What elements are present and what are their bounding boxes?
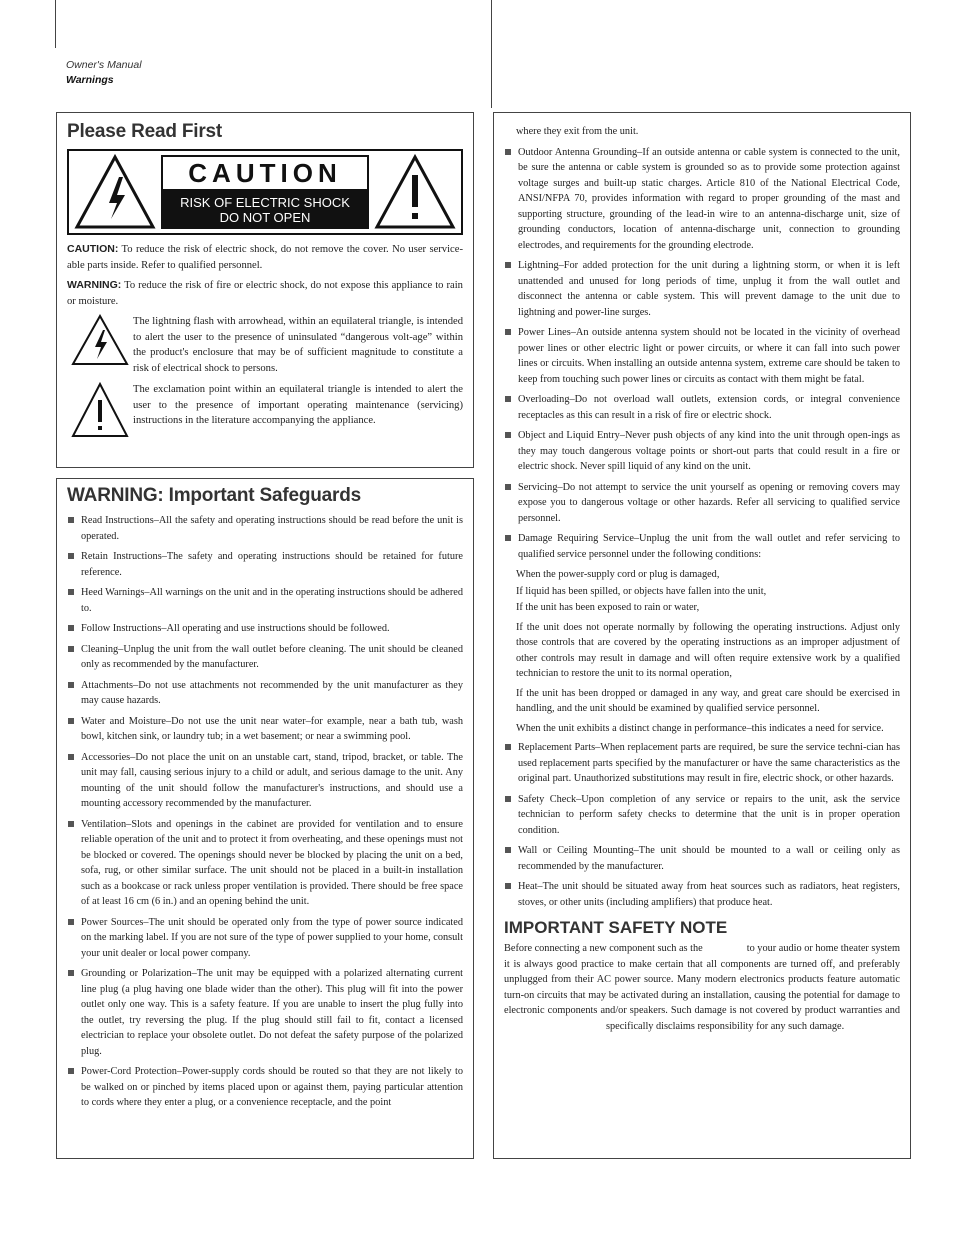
condition-item: When the power-supply cord or plug is damaged, [516,569,720,580]
warning-paragraph: WARNING: To reduce the risk of fire or electric shock, do not expose this appliance to rain or moisture. [67,279,463,307]
list-item: Power Lines–An outside antenna system should not be located in the vicinity of overhead power lines or other electric light or power circuits, or where it can fall into such power lines or circuits. When installing an outside antenna system, extreme care should be taken to keep from touching such power lines or circuits as contact with them might be fatal. [504,325,900,387]
safeguards-title: WARNING: Important Safeguards [67,485,361,506]
safeguards-list-continued [504,145,900,563]
list-item: Overloading–Do not overload wall outlets, extension cords, or integral convenience receptacles as this can result in a risk of fire or electric shock. [504,392,900,423]
lightning-icon [67,314,133,376]
safety-note-text: Before connecting a new component such as the to your audio or home theater system it is always good practice to make certain that all components are turned off, and preferably unplugged from their AC power source. Many modern electronics products feature automatic turn-on circuits that may be activated during an installation, causing the potential for damage to electronic components and/or speakers. Such damage is not covered by product warranties andspecifically disclaims responsibility for any such damage. [504,943,900,1032]
list-item: Servicing–Do not attempt to service the unit yourself as opening or removing covers may expose you to dangerous voltage or other hazards. Refer all servicing to qualified service personnel. [504,480,900,527]
caution-label-graphic [67,149,463,235]
list-item: Power-Cord Protection–Power-supply cords should be routed so that they are not likely to be walked on or pinched by items placed upon or against them, paying particular attention to cords where they enter a plug, or a convenience receptacle, and the point [67,1064,463,1111]
list-item: Safety Check–Upon completion of any service or repairs to the unit, ask the service technician to perform safety checks to determine that the unit is in proper operation condition. [504,792,900,839]
list-item: Replacement Parts–When replacement parts are required, be sure the service techni-cian has used replacement parts specified by the manufacturer or have the same characteristics as the original part. Unauthorized substitutions may result in fire, electric shock, or other hazards. [504,740,900,787]
exclamation-symbol-explanation: The exclamation point within an equilateral triangle is intended to alert the user to the presence of important operating maintenance (servicing) instructions in the literature accompanying the appliance. [67,382,463,438]
read-first-title: Please Read First [67,121,223,142]
lightning-symbol-explanation: The lightning flash with arrowhead, within an equilateral triangle, is intended to alert the user to the presence of uninsulated “dangerous volt-age” within the product's enclosure that may be of sufficient magnitude to constitute a risk of electrical shock to persons. [67,314,463,376]
list-item: Heat–The unit should be situated away from heat sources such as radiators, heat registers, stoves, or other units (including amplifiers) that produce heat. [504,879,900,910]
condition-item: When the unit exhibits a distinct change in performance–this indicates a need for service. [516,722,884,734]
safeguards-continued-panel [493,112,911,1159]
list-item: Read Instructions–All the safety and operating instructions should be read before the unit is operated. [67,513,463,544]
service-conditions [504,567,900,736]
list-item: Attachments–Do not use attachments not recommended by the unit manufacturer as they may cause hazards. [67,678,463,709]
list-item: Lightning–For added protection for the unit during a lightning storm, or when it is left unattended and unused for long periods of time, unplug it from the wall outlet and disconnect the antenna or cable system. This will prevent damage to the unit due to lightning and power-line surges. [504,258,900,320]
header-manual-title: Owner's Manual [66,59,142,71]
list-item: Outdoor Antenna Grounding–If an outside antenna or cable system is connected to the unit, be sure the antenna or cable system is grounded so as to provide some protection against voltage surges and built-up static charges. Article 810 of the National Electrical Code, ANSI/NFPA 70, provides information with regard to proper grounding of the mast and supporting structure, grounding of the lead-in wire to an antenna-discharge unit, size of grounding conductors, location of antenna-discharge unit, connection to grounding electrodes, and requirements for the grounding electrode. [504,145,900,254]
shock-warning-text: RISK OF ELECTRIC SHOCK DO NOT OPEN [161,191,369,229]
condition-item: If the unit has been dropped or damaged in any way, and great care should be exercised in handling, and the unit should be examined by qualified service personnel. [516,687,900,714]
list-item: Power Sources–The unit should be operated only from the type of power source indicated on the marking label. If you are not sure of the type of power supplied to your home, consult your unit dealer or local power company. [67,915,463,962]
condition-item: If liquid has been spilled, or objects have fallen into the unit, [516,585,767,597]
list-item: Water and Moisture–Do not use the unit near water–for example, near a bath tub, wash bowl, kitchen sink, or laundry tub; in a wet basement; or near a swimming pool. [67,714,463,745]
exclamation-triangle-icon [369,151,461,233]
list-item: Object and Liquid Entry–Never push objects of any kind into the unit through open-ings as they may touch dangerous voltage points or short-out parts that could result in a fire or electric shock. Never spill liquid of any kind on the unit. [504,428,900,475]
list-item: Ventilation–Slots and openings in the cabinet are provided for ventilation and to ensure reliable operation of the unit and to protect it from overheating, and these openings must not be blocked or covered. The openings should never be blocked by placing the unit on a bed, sofa, rug, or other similar surface. The unit should not be placed in a built-in installation such as a bookcase or rack unless proper ventilation is provided. There should be free space of at least 16 cm (6 in.) and an opening behind the unit. [67,817,463,910]
list-item: Retain Instructions–The safety and operating instructions should be retained for future reference. [67,549,463,580]
condition-item: If the unit does not operate normally by following the operating instructions. Adjust only those controls that are covered by the operating instructions as an improper adjustment of other controls may result in damage and will often require extensive work by a qualified technician to restore the unit to its normal operation, [516,621,900,679]
safety-note-title: IMPORTANT SAFETY NOTE [504,918,728,937]
caution-paragraph: CAUTION: To reduce the risk of electric shock, do not remove the cover. No user service-able parts inside. Refer to qualified personnel. [67,243,463,271]
safeguards-list [67,513,463,1111]
running-header [66,58,142,88]
list-item: Grounding or Polarization–The unit may be equipped with a polarized alternating current line plug (a plug having one blade wider than the other). This plug will fit into the power outlet only one way. This is a safety feature. If you are unable to insert the plug fully into the outlet, try reversing the plug. If the plug should still fail to fit, contact a licensed electrician to replace your obsolete outlet. Do not defeat the safety purpose of the polarized plug. [67,966,463,1059]
list-item: Wall or Ceiling Mounting–The unit should be mounted to a wall or ceiling only as recommended by the manufacturer. [504,843,900,874]
condition-item: If the unit has been exposed to rain or water, [516,602,700,613]
safeguards-panel [56,478,474,1159]
exclamation-icon [67,382,133,438]
list-item: Follow Instructions–All operating and use instructions should be followed. [67,621,463,637]
safeguards-list-final [504,740,900,910]
list-item: Damage Requiring Service–Unplug the unit from the wall outlet and refer servicing to qualified service personnel under the following conditions: [504,531,900,562]
margin-rule [55,0,56,48]
list-item: Accessories–Do not place the unit on an unstable cart, stand, tripod, bracket, or table. The unit may fall, causing serious injury to a child or adult, and serious damage to the unit. Any mounting of the unit should follow the manufacturer's instructions, and should use a mounting accessory recommended by the manufacturer. [67,750,463,812]
header-section-title: Warnings [66,74,114,86]
list-item: Cleaning–Unplug the unit from the wall outlet before cleaning. The unit should be cleaned only as recommended by the manufacturer. [67,642,463,673]
lightning-triangle-icon [69,151,161,233]
continued-text: where they exit from the unit. [516,126,639,137]
caution-word: CAUTION [161,155,369,191]
read-first-panel [56,112,474,468]
column-rule [491,0,492,108]
list-item: Heed Warnings–All warnings on the unit and in the operating instructions should be adhered to. [67,585,463,616]
